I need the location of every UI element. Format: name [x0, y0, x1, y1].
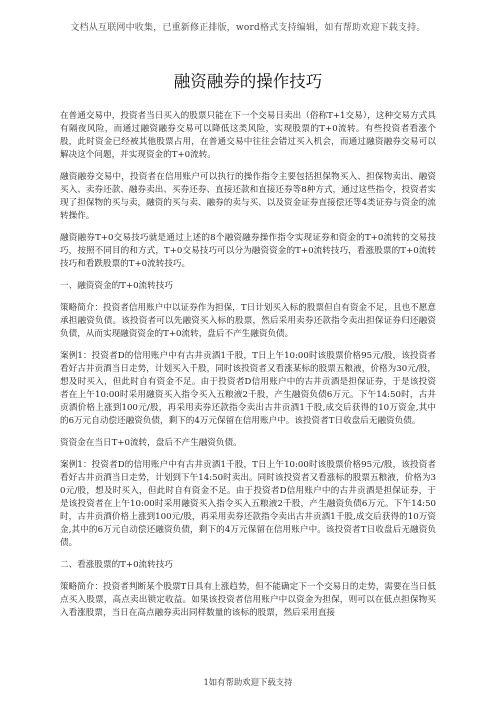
paragraph: 资资金在当日T+0流转，盘后不产生融资负债。: [60, 438, 242, 448]
paragraph: 策略简介：投资者信用账户中以证券作为担保，T日计划买入标的股票但自有资金不足，且也不愿意承担融资负债。该投资者可以先融资买入标的股票，然后采用卖券还款指令卖出担保证券归还融资负债，从而实现融资资金的T+0流转，盘后不产生融资负债。: [60, 303, 436, 339]
paragraph: 融资融券T+0交易技巧就是通过上述的8个融资融券操作指令实现证券和资金的T+0流转的交易技巧，按照不同目的和方式，T+0交易技巧可以分为融资资金的T+0流转技巧，看涨股票的T+0流转技巧和看跌股票的T+0流转技巧。: [60, 233, 436, 269]
paragraph: 策略简介：投资者判断某个股票T日具有上涨趋势，但不能确定下一个交易日的走势，需要在当日低点买入股票，高点卖出锁定收益。如果该投资者信用账户中以资金为担保，则可以在低点担保物买入看涨股票，当日在高点融券卖出同样数量的该标的股票，然后采用直接: [60, 582, 436, 618]
section-heading: 二、看涨股票的T+0流转技巧: [60, 560, 173, 570]
paragraph: 在普通交易中，投资者当日买入的股票只能在下一个交易日卖出（俗称T+1交易），这种交易方式具有隔夜风险，而通过融资融券交易可以降低这类风险，实现股票的T+0流转。有些投资者看涨个股，此时资金已经被其他股票占用，在普通交易中往往会错过买入机会，而通过融资融券交易可以解决这个问题，并实现资金的T+0流转。: [60, 111, 436, 160]
page-header-note: 文档从互联网中收集，已重新修正排版，word格式支持编辑，如有帮助欢迎下载支持。: [70, 23, 426, 33]
paragraph: 案例1：投资者D的信用账户中有古井贡酒1千股，T日上午10:00时该股票价格95元/股，该投资者看好古井贡酒当日走势，计划买入千股，同时该投资者又看涨某标的股票五粮液，价格为30元/股，想及时买入，但此时自有资金不足。由于投资者D信用账户中的古井贡酒是担保证券，于是该投资者在上午10:00时采用融资买入指令买入五粮液2千股，产生融资负债6万元。下午14:50时，古井贡酒价格上涨到100元/股，再采用卖券还款指令卖出古井贡酒1千股,成交后获得的10万资金,其中的6万元自动偿还融资负债，剩下的4万元保留在信用账户中。该投资者T日收盘后无融资负债。: [60, 351, 436, 426]
document-body: [60, 110, 436, 629]
section-heading: 一、融资资金的T+0流转技巧: [60, 281, 173, 291]
document-title: 融资融券的操作技巧: [173, 72, 323, 91]
paragraph: 案例1：投资者D的信用账户中有古井贡酒1千股，T日上午10:00时该股票价格95元/股，该投资者看好古井贡酒当日走势，计划到下午14:50时卖出。同时该投资者又看涨标的股票五粮液，价格为30元/股，想及时买入，但此时自有资金不足。由于投资者D信用账户中的古井贡酒是担保证券，于是该投资者在上午10:00时采用融资买入指令买入五粮液2千股，产生融资负债6万元。下午14:50时，古井贡酒价格上涨到100元/股，再采用卖券还款指令卖出古井贡酒1千股,成交后获得的10万资金,其中的6万元自动偿还融资负债，剩下的4万元保留在信用账户中。该投资者T日收盘后无融资负债。: [60, 460, 436, 548]
paragraph: 融资融券交易中，投资者在信用账户可以执行的操作指令主要包括担保物买入、担保物卖出、融资买入、卖券还款、融券卖出、买券还券、直接还款和直接还券等8种方式，通过这些指令，投资者实现了担保物的买与卖，融资的买与卖、融券的卖与买、以及资金证券直接偿还等4类证券与资金的流转操作。: [60, 172, 436, 221]
page-footer: 1如有帮助欢迎下载支持: [203, 677, 293, 687]
